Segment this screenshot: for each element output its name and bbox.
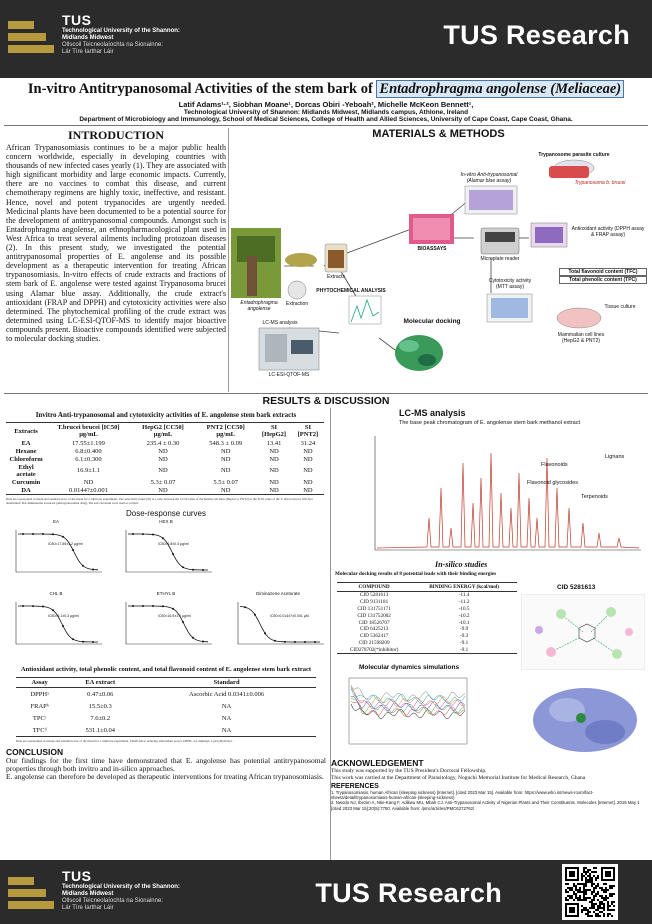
table-cell: 531.1±0.04 <box>63 724 137 737</box>
table-cell: TPCᶜ <box>32 714 47 722</box>
irish-line2: Lár Tíre Iarthar Láir <box>62 49 114 55</box>
institution-line2: Midlands Midwest <box>62 35 114 41</box>
table-cell: ND <box>303 467 313 474</box>
powder-sample <box>285 253 317 267</box>
table-header-cell: BINDING ENERGY (kcal/mol) <box>411 583 517 592</box>
qr-code-icon[interactable] <box>562 864 618 920</box>
dose-response-point <box>274 640 276 642</box>
panel-label: EA <box>52 519 59 524</box>
dose-response-point <box>72 549 74 551</box>
label-tfc: Total flavonoid content (TFC) <box>559 268 647 276</box>
table-cell: TFCᵈ <box>16 724 63 737</box>
dose-response-title: Dose-response curves <box>125 509 207 518</box>
label-extracts: Extracts <box>326 274 346 280</box>
reference-2: 2. Nwodo NJ, Ibezim A, Ntie-Kang F, Adikwu MU, Mbah CJ. Anti-Trypanosomal Activity of Nigerian Plants and Their Constituents. Molecules [Internet]. 2015 May 1 [cited 2023 Mar 15];20(5):7750. Available from: /pmc/articles/PMC6272762/ <box>331 800 640 811</box>
dose-response-panel <box>228 592 328 654</box>
table-cell: Chloroform <box>9 455 43 463</box>
dose-response-point <box>162 605 164 607</box>
irish-line2: Lár Tíre Iarthar Láir <box>62 905 114 911</box>
mds-title: Molecular dynamics simulations <box>359 664 460 671</box>
methods-section <box>228 128 648 392</box>
table-cell: ND <box>269 455 279 463</box>
annot-flavonoid-glycosides: Flavonoid glycosides <box>527 480 579 486</box>
table-cell: 15.5±0.3 <box>88 702 112 710</box>
table-cell: ND <box>221 467 231 474</box>
extraction-flask <box>288 281 306 299</box>
table-row <box>337 639 517 646</box>
table-cell: 31.24 <box>300 439 316 447</box>
dose-response-panel <box>116 520 216 582</box>
table-cell: 0.0144?±0.001 <box>46 486 131 495</box>
institution-line1: Technological University of the Shannon: <box>62 28 180 34</box>
panel-ic50: IC50=6.1±0.3 µg/ml <box>48 614 79 618</box>
title-prefix: In-vitro Antitrypanosomal Activities of the stem bark of <box>27 81 377 97</box>
table-cell: CID 131752002 <box>357 612 391 619</box>
table-cell: Hexane <box>15 447 37 455</box>
references-heading: REFERENCES <box>331 783 379 790</box>
table-cell: ND <box>269 467 279 474</box>
dose-response-point <box>304 641 306 643</box>
table-cell: Ascorbic Acid 0.0341±0.006 <box>189 690 265 698</box>
table-cell: ND <box>269 478 279 486</box>
panel-label: Diminazene Aceturate <box>255 591 301 596</box>
table-header-cell: Extracts <box>6 423 46 440</box>
table-cell: ND <box>303 447 313 455</box>
dose-response-point <box>92 569 94 571</box>
label-tissue: Tissue culture <box>604 304 636 310</box>
panel-ic50: IC50=16.9±1.1 µg/ml <box>158 614 191 618</box>
table-cell: ND <box>269 447 279 455</box>
dose-response-point <box>32 533 34 535</box>
table-row <box>6 486 324 495</box>
table-cell: 6.1±0.300 <box>75 455 102 463</box>
table-header-cell: SI [PNT2] <box>292 423 324 440</box>
institution-line2: Midlands Midwest <box>62 891 114 897</box>
table-row <box>337 619 517 626</box>
table-cell: 548.3 ± 0.09 <box>209 439 243 447</box>
table-cell: CID 21598209 <box>358 639 390 646</box>
table-cell: -11.2 <box>458 599 470 606</box>
table-cell: 0.47±0.06 <box>87 690 114 698</box>
dose-response-point <box>152 534 154 536</box>
dose-response-point <box>152 605 154 607</box>
label-invitro-assay: In-vitro Anti-trypanosomal (Alamar blue assay) <box>460 172 518 184</box>
brand-name: TUS <box>62 868 92 884</box>
table-cell: Ethyl acetate <box>16 463 36 478</box>
dose-response-point <box>294 641 296 643</box>
table-header-cell: HepG2 [CC50] µg/mL <box>131 423 195 440</box>
title-species: Entadrophragma angolense (Meliaceae) <box>376 80 624 98</box>
panel-label: HEX B <box>159 519 173 524</box>
docking-table <box>337 582 517 654</box>
table-cell: 5.5± 0.07 <box>213 478 239 486</box>
table-row <box>337 626 517 633</box>
dose-response-point <box>264 632 266 634</box>
table-cell: -9.1 <box>411 646 517 653</box>
panel-label: CHL B <box>49 591 63 596</box>
introduction-body: African Trypanosomiasis continues to be a major public health concern worldwide, especially in developing countries with thousands of new infected cases yearly (1). They are associated with high significant morbidity and large economic impacts. Currently, there are no vaccines to combat this disease, and current chemotherapy regimens are highly toxic, ineffective, and resistant. Hence, novel and potent trypanocides are urgently needed. Medicinal plants have been documented to be a potential source for the development of antitrypanosomal compounds. Amongst such is Entadrophragma angolense, an ethnopharmacological plant used in West Africa to treat several ailments including protozoan diseases (2). In this present study, we investigated the potential antitrypanosomal properties of E. angolense and its possible development as a therapeutic intervention for treating African trypanosomiasis. In-vitro effects of crude extracts and fractions of stem bark of E. angolense were tested against Trypanosoma brucei using Alamar blue assay. Additionally, the crude extract's antioxidant (FRAP and DPPH) and cytotoxicity activities were also determined. The phytochemical profiling of the crude extract was determined using LC-ESI-QTOF-MS to identify major bioactive compounds present. Bioactive compounds identified were subjected to molecular docking studies. <box>6 143 226 343</box>
dose-response-point <box>172 608 174 610</box>
table1 <box>6 422 324 495</box>
table-header-cell: COMPOUND <box>337 583 411 592</box>
table-cell: DA <box>6 486 46 495</box>
dose-response-panel <box>6 520 106 582</box>
table-header-cell: T.brucei brucei [IC50] µg/mL <box>46 423 131 440</box>
table-cell: -11.4 <box>458 592 470 599</box>
table-cell: CID 18526707 <box>358 619 390 626</box>
dose-response-point <box>192 637 194 639</box>
dose-response-curve <box>18 606 98 642</box>
table-cell: ND <box>292 486 324 495</box>
annot-lignans: Lignans <box>605 454 625 460</box>
table-cell: CID 9131181 <box>360 599 389 606</box>
table-cell: -9.3 <box>460 633 469 640</box>
dose-response-point <box>62 625 64 627</box>
divider <box>4 393 648 394</box>
table-row <box>6 478 324 486</box>
label-plant: Entadrophragma angolense <box>240 300 278 312</box>
dose-response-point <box>22 605 24 607</box>
tus-logo <box>8 12 180 62</box>
table-cell: -10.2 <box>458 612 470 619</box>
dose-response-point <box>142 533 144 535</box>
header-title: TUS Research <box>443 20 630 50</box>
authors: Latif Adams¹·², Siobhan Moane¹, Dorcas Obiri -Yeboah², Michelle McKeon Bennett¹, <box>178 100 474 109</box>
acknowledgement-heading: ACKNOWLEDGEMENT <box>331 758 424 768</box>
table-cell: 5.3± 0.07 <box>150 478 176 486</box>
dose-response-point <box>42 606 44 608</box>
docking-table-title: Molecular docking results of 8 potential leads with their binding energies <box>335 571 497 577</box>
methods-heading: MATERIALS & METHODS <box>372 128 505 140</box>
dose-response-point <box>244 606 246 608</box>
dose-response-point <box>62 536 64 538</box>
table-header-cell: EA extract <box>63 678 137 688</box>
dose-response-point <box>22 533 24 535</box>
panel-ic50: IC50=0.0144?±0.001 µM <box>270 614 309 618</box>
panel-label: ETHYL B <box>156 591 176 596</box>
table2 <box>16 677 316 737</box>
label-phytochemical: PHYTOCHEMICAL ANALYSIS <box>316 288 386 294</box>
table-cell: Curcumin <box>11 478 41 486</box>
table-row <box>16 724 316 737</box>
dose-response-point <box>82 565 84 567</box>
table-cell: ND <box>221 455 231 463</box>
lcms-title: LC-MS analysis <box>399 408 466 418</box>
annot-terpenoids: Terpenoids <box>581 494 608 500</box>
table-cell: ND <box>303 478 313 486</box>
table-row <box>337 633 517 640</box>
dose-response-curve <box>128 606 208 642</box>
table-header-cell: SI [HepG2] <box>256 423 292 440</box>
table-cell: CID 131751171 <box>357 605 391 612</box>
label-bioassays: BIOASSAYS <box>417 246 447 252</box>
poster-title-block <box>0 78 652 122</box>
conclusion-p1: Our findings for the first time have demonstrated that E. angolense has potential antitrypanosomal properties through both invitro and in-silico approaches. <box>6 756 326 774</box>
cid-interaction-title: CID 5281613 <box>557 584 596 591</box>
tus-logo <box>8 868 180 918</box>
brand-name: TUS <box>62 12 92 28</box>
docking-protein <box>395 335 443 371</box>
table-row <box>337 606 517 613</box>
tus-logo-mark-icon <box>8 12 54 62</box>
introduction-section <box>6 128 226 392</box>
dose-response-point <box>52 533 54 535</box>
table-cell: ND <box>195 486 256 495</box>
irish-line1: Ollscoil Teicneolaíochta na Sionainne: <box>62 898 163 904</box>
table-header-cell: PNT2 [CC50] µg/mL <box>195 423 256 440</box>
poster-title <box>0 81 652 98</box>
dose-response-point <box>202 569 204 571</box>
table-row <box>6 439 324 447</box>
results-right-column <box>330 408 648 860</box>
dose-response-point <box>72 638 74 640</box>
table-cell: ND <box>303 455 313 463</box>
panel-ic50: IC50=17.55±1.2 µg/ml <box>48 542 83 546</box>
table-cell: 16.9±1.1 <box>76 467 100 474</box>
table-cell: ND <box>221 447 231 455</box>
table-cell: CID 5362417 <box>359 633 389 640</box>
table-cell: DPPHᵃ <box>30 690 49 698</box>
introduction-heading: INTRODUCTION <box>67 128 164 142</box>
dose-response-grid <box>6 520 326 658</box>
acknowledgement-section <box>331 758 649 811</box>
results-heading: RESULTS & DISCUSSION <box>262 395 390 407</box>
table-cell: NA <box>137 724 316 737</box>
table-cell: 17.55±1.199 <box>72 439 105 447</box>
acknowledgement-text1: This study was supported by the TUS President's Doctoral Fellowship. <box>331 768 487 774</box>
dose-response-curve <box>18 534 98 570</box>
table-cell: 7.6±0.2 <box>90 714 111 722</box>
insilico-heading: In-silico studies <box>435 560 488 569</box>
dose-response-point <box>132 533 134 535</box>
dose-response-point <box>314 641 316 643</box>
md-simulation-plot <box>339 674 471 754</box>
table-cell: ND <box>158 447 168 455</box>
label-antioxidant: Antioxidant activity (DPPH assay & FRAP assay) <box>571 226 645 238</box>
table-row <box>337 646 517 653</box>
table-header-cell: Assay <box>16 678 63 688</box>
table-cell: -10.5 <box>458 605 470 612</box>
label-extraction: Extraction <box>285 301 309 307</box>
dose-response-point <box>52 609 54 611</box>
tissue-culture-flask <box>557 308 601 328</box>
table-row <box>337 599 517 606</box>
dose-response-point <box>132 605 134 607</box>
conclusion-section <box>6 747 326 782</box>
label-t-brucei: Trypanosoma b. brucei <box>574 180 626 186</box>
label-lcms: LC-MS analysis <box>262 320 298 326</box>
dose-response-point <box>172 553 174 555</box>
table-cell: -9.1 <box>460 639 469 646</box>
table-row <box>6 455 324 463</box>
footer-title: TUS Research <box>315 878 502 908</box>
dose-response-point <box>192 569 194 571</box>
table2-footnote: Data are represented as means and standard error of the mean for a triplicate experiment. FRAP-ferric reducing antioxidant power, DPPH- 2,2-diphenyl-1-picrylhydrazyl. <box>16 739 233 743</box>
table-cell: 13.41 <box>266 439 282 447</box>
results-left-column <box>6 408 326 860</box>
label-parasite-culture: Trypanosome parasite culture <box>538 152 610 158</box>
dose-response-point <box>42 533 44 535</box>
dose-response-curve <box>128 534 208 570</box>
table-row <box>16 712 316 724</box>
panel-ic50: IC50=6.8±0.4 µg/ml <box>158 542 189 546</box>
table-cell: 6.8±0.400 <box>75 447 102 455</box>
table-cell: NA <box>221 714 232 722</box>
dose-response-point <box>284 641 286 643</box>
table-cell: FRAPᵇ <box>30 702 49 710</box>
dose-response-point <box>82 641 84 643</box>
table-cell: CID 5281613 <box>359 592 389 599</box>
protein-surface-image <box>519 680 645 756</box>
dose-response-panel <box>116 592 216 654</box>
dose-response-point <box>202 641 204 643</box>
table-cell: 235.4 ± 0.30 <box>146 439 180 447</box>
table-cell: ND <box>256 486 292 495</box>
table-cell: EA <box>21 439 31 447</box>
irish-line1: Ollscoil Teicneolaíochta na Sionainne: <box>62 42 163 48</box>
label-tpc: Total phenolic content (TPC) <box>559 276 647 284</box>
table-cell: CID278702(*inhibitor) <box>337 646 411 653</box>
affiliation-2: Department of Microbiology and Immunology, School of Medical Sciences, College of Health and Allied Sciences, University of Cape Coast, Cape Coast, Ghana. <box>79 116 573 123</box>
dose-response-point <box>92 641 94 643</box>
table-cell: -10.1 <box>458 619 470 626</box>
dose-response-point <box>254 614 256 616</box>
footer-band <box>0 860 652 924</box>
table2-title: Antioxidant activity, total phenolic content, and total flavonoid content of E. angolense stem bark extract <box>20 666 312 673</box>
table1-title: Invitro Anti-trypanosomal and cytotoxicity activities of E. angolense stem bark extracts <box>35 411 297 419</box>
table-row <box>16 688 316 701</box>
label-lcms-instrument: LC-ESI-QTOF-MS <box>268 372 310 378</box>
table-row <box>6 463 324 478</box>
tus-logo-mark-icon <box>8 868 54 918</box>
label-cell-lines: Mammalian cell lines (HepG2 & PNT2) <box>557 332 605 344</box>
label-cytotoxicity: Cytotoxicity activity (MTT assay) <box>488 278 532 290</box>
lcms-subtitle: The base peak chromatogram of E. angolense stem bark methanol extract <box>399 420 580 426</box>
table-header-cell: Standard <box>137 678 316 688</box>
table-row <box>337 612 517 619</box>
reference-1: 1. Trypanosomiasis, human African (sleeping sickness) [Internet]. [cited 2023 Mar 15]. Available from: https://www.who.int/news-room/fact-sheets/detail/trypanosomiasis-human-african-(sleeping-sickness) <box>331 790 594 801</box>
table-row <box>337 592 517 599</box>
annot-flavonoids: Flavonoids <box>541 462 568 468</box>
conclusion-p2: E. angolense can therefore be developed as therapeutic interventions for treating African trypanosomiasis. <box>6 772 324 782</box>
dose-response-point <box>182 566 184 568</box>
table-cell: -9.9 <box>460 626 469 633</box>
table-cell: NA <box>221 702 232 710</box>
table-cell: CID 6425213 <box>359 626 389 633</box>
header-band <box>0 0 652 78</box>
table-cell: ND <box>83 478 94 486</box>
dose-response-panel <box>6 592 106 654</box>
label-docking: Molecular docking <box>403 318 461 325</box>
table-row <box>16 700 316 712</box>
dose-response-point <box>182 621 184 623</box>
table1-footnote: Data are represented as mean and standard error of the mean for a triplicate experiment. The selectivity index (SI) is a ratio between the CC50 value of the human cell lines (HepG2 or PNT2) to the IC50 value of the T. brucei brucei. ND-Not determined, DA-Diminazene aceturate (antitrypanosomal drug), DA and curcumin were used as control. <box>6 497 313 505</box>
dose-response-point <box>32 605 34 607</box>
lcms-spectrum <box>349 296 381 324</box>
institution-line1: Technological University of the Shannon: <box>62 884 180 890</box>
acknowledgement-text2: This work was carried at the Department of Parasitology, Noguchi Memorial Institute for Medical Research, Ghana <box>331 774 586 781</box>
methods-diagram <box>229 128 649 392</box>
interaction-diagram <box>521 594 645 670</box>
affiliation-1: Technological University of Shannon: Midlands Midwest, Midlands campus, Athlone, Ireland <box>183 109 469 116</box>
table-cell: ND <box>158 467 168 474</box>
chromatogram-trace <box>377 453 639 548</box>
table-cell: ND <box>158 455 168 463</box>
dose-response-curve <box>240 606 320 642</box>
dose-response-point <box>162 537 164 539</box>
table-row <box>6 447 324 455</box>
label-microplate: Microplate reader <box>480 256 520 262</box>
dose-response-point <box>142 605 144 607</box>
divider <box>4 125 648 126</box>
table-cell: ND <box>131 486 195 495</box>
conclusion-heading: CONCLUSION <box>6 747 64 757</box>
